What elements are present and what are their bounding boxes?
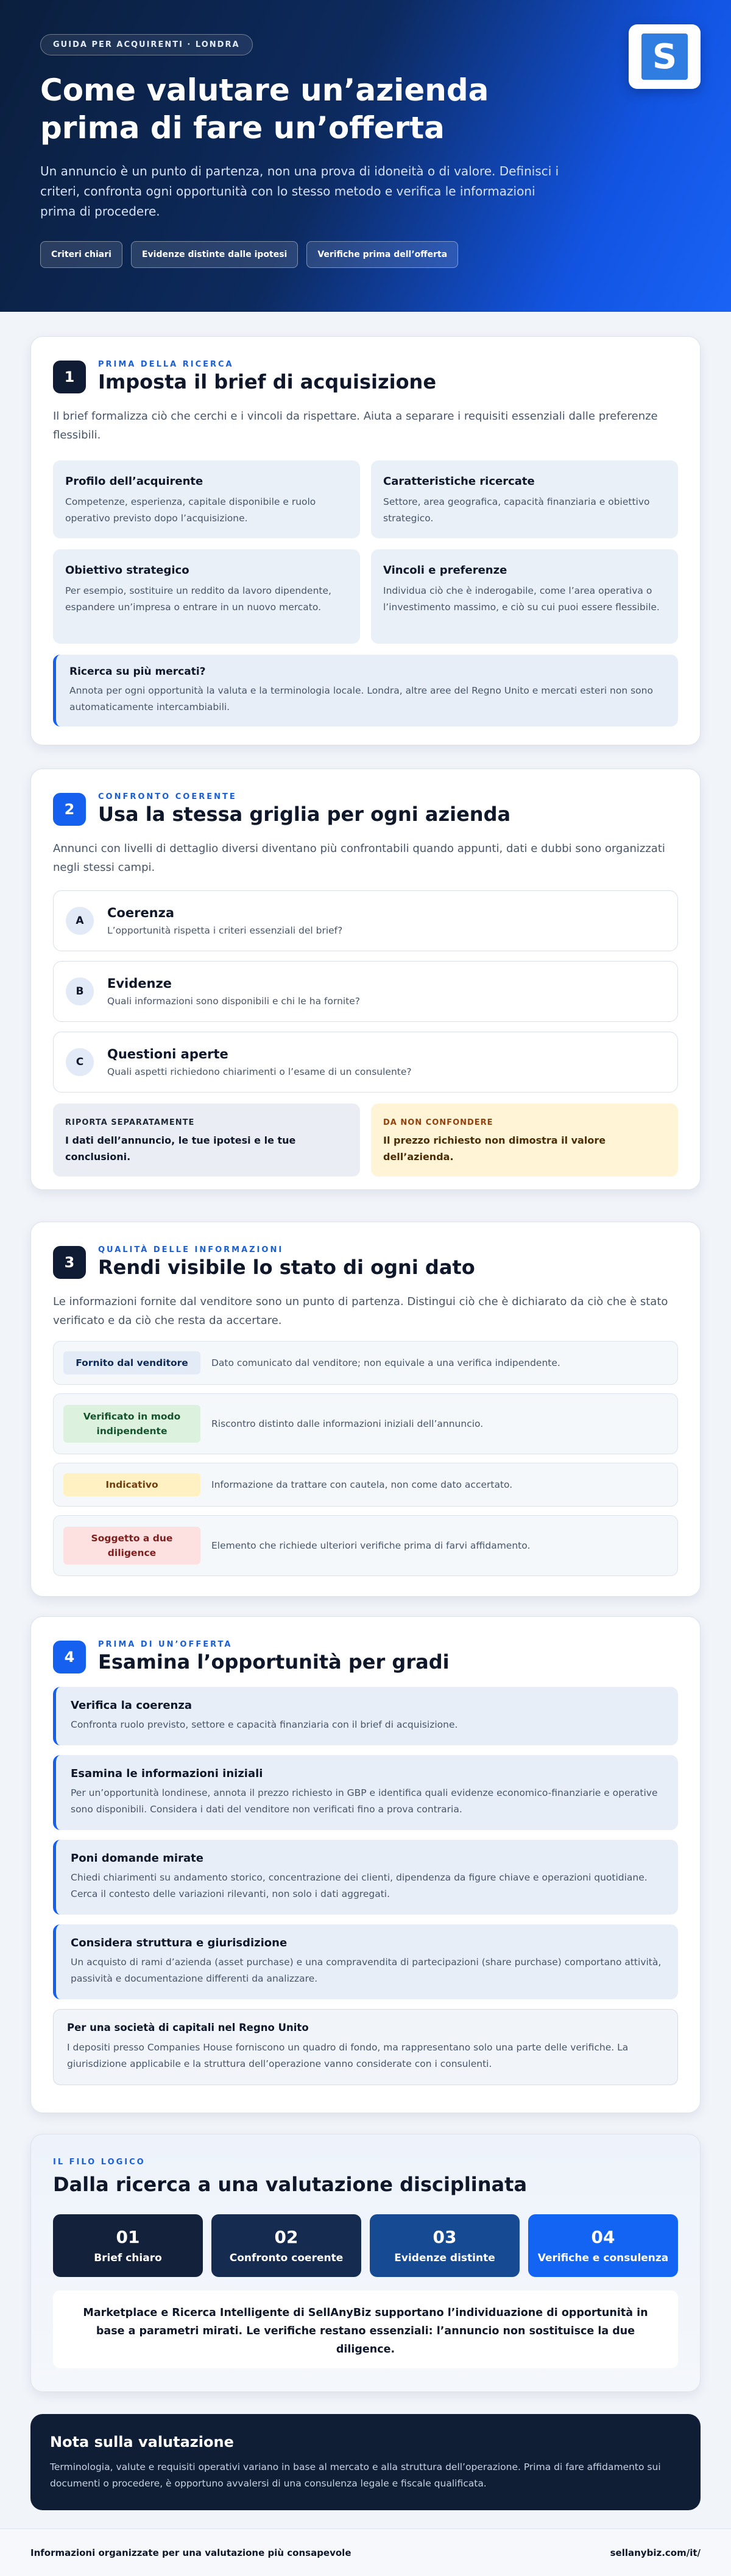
criteria-letter: A bbox=[66, 907, 94, 935]
footer-tagline: Informazioni organizzate per una valutazione più consapevole bbox=[30, 2547, 351, 2558]
section-header bbox=[53, 1245, 678, 1279]
criteria-row bbox=[53, 1032, 678, 1093]
step-text: Per un’opportunità londinese, annota il prezzo richiesto in GBP e identifica quali evidenze economico-finanziarie e operative sono disponibili. Considera i dati del venditore non verificati fino a prova contraria. bbox=[71, 1787, 658, 1815]
status-row bbox=[53, 1393, 678, 1454]
guide-badge: GUIDA PER ACQUIRENTI · LONDRA bbox=[40, 34, 253, 55]
stage-evidence bbox=[370, 2214, 520, 2277]
status-row bbox=[53, 1341, 678, 1385]
status-text: Informazione da trattare con cautela, non come dato accertato. bbox=[211, 1479, 513, 1490]
criteria-row bbox=[53, 890, 678, 951]
note-title: Nota sulla valutazione bbox=[50, 2433, 234, 2451]
comparison-notes bbox=[53, 1103, 678, 1177]
stage-number: 01 bbox=[116, 2227, 140, 2247]
section-header bbox=[53, 792, 678, 826]
box-text: Per esempio, sostituire un reddito da lavoro dipendente, espandere un’impresa o entrare in un nuovo mercato. bbox=[65, 585, 331, 613]
section-eyebrow: IL FILO LOGICO bbox=[53, 2158, 146, 2167]
box-title: Obiettivo strategico bbox=[65, 564, 189, 577]
section-stepwise-review bbox=[30, 1616, 701, 2113]
step-text: Confronta ruolo previsto, settore e capacità finanziaria con il brief di acquisizione. bbox=[71, 1719, 458, 1730]
stage-checks bbox=[528, 2214, 678, 2277]
box-text: Individua ciò che è inderogabile, come l’area operativa o l’investimento massimo, e ciò su cui puoi essere flessibile. bbox=[383, 585, 660, 613]
step-title: Poni domande mirate bbox=[71, 1852, 203, 1865]
section-number: 2 bbox=[53, 793, 86, 826]
stage-label: Confronto coerente bbox=[229, 2252, 344, 2264]
section-intro: Il brief formalizza ciò che cerchi e i vincoli da rispettare. Aiuta a separare i requisiti essenziali dalle preferenze flessibili. bbox=[53, 410, 658, 442]
callout-title: Ricerca su più mercati? bbox=[69, 666, 206, 678]
stage-label: Brief chiaro bbox=[94, 2252, 162, 2264]
section-header bbox=[53, 360, 678, 393]
section-number: 1 bbox=[53, 361, 86, 393]
note-text: Il prezzo richiesto non dimostra il valore dell’azienda. bbox=[383, 1135, 606, 1163]
valuation-note bbox=[30, 2414, 701, 2510]
criteria-letter: C bbox=[66, 1048, 94, 1076]
closing-statement: Marketplace e Ricerca Intelligente di SellAnyBiz supportano l’individuazione di opportunità in base a parametri mirati. Le verifiche restano essenziali: l’annuncio non sostituisce la due diligence. bbox=[53, 2290, 678, 2368]
section-intro: Annunci con livelli di dettaglio diversi diventano più confrontabili quando appunti, dati e dubbi sono organizzati negli stessi campi. bbox=[53, 842, 665, 874]
review-step bbox=[53, 1840, 678, 1915]
separate-note bbox=[53, 1103, 360, 1177]
stage-comparison bbox=[211, 2214, 361, 2277]
section-eyebrow: CONFRONTO COERENTE bbox=[98, 792, 237, 801]
section-eyebrow: PRIMA DI UN’OFFERTA bbox=[98, 1640, 233, 1649]
brief-box bbox=[53, 460, 360, 538]
stage-label: Verifiche e consulenza bbox=[537, 2252, 669, 2264]
pill-checks: Verifiche prima dell’offerta bbox=[306, 241, 458, 268]
section-eyebrow: QUALITÀ DELLE INFORMAZIONI bbox=[98, 1245, 284, 1255]
status-tag-indicative: Indicativo bbox=[63, 1473, 200, 1496]
box-text: Competenze, esperienza, capitale disponibile e ruolo operativo previsto dopo l’acquisizione. bbox=[65, 496, 316, 524]
box-text: Settore, area geografica, capacità finanziaria e obiettivo strategico. bbox=[383, 496, 650, 524]
section-eyebrow: PRIMA DELLA RICERCA bbox=[98, 360, 234, 369]
note-label: RIPORTA SEPARATAMENTE bbox=[65, 1118, 195, 1127]
stage-label: Evidenze distinte bbox=[394, 2252, 495, 2264]
criteria-title: Questioni aperte bbox=[107, 1047, 228, 1061]
step-title: Esamina le informazioni iniziali bbox=[71, 1767, 263, 1780]
warning-note bbox=[371, 1103, 678, 1177]
stage-number: 02 bbox=[274, 2227, 298, 2247]
section-intro: Le informazioni fornite dal venditore sono un punto di partenza. Distingui ciò che è dichiarato da ciò che è stato verificato e da ciò che resta da accertare. bbox=[53, 1295, 668, 1327]
status-text: Riscontro distinto dalle informazioni iniziali dell’annuncio. bbox=[211, 1418, 484, 1429]
stage-brief bbox=[53, 2214, 203, 2277]
step-title: Verifica la coerenza bbox=[71, 1699, 192, 1712]
status-text: Dato comunicato dal venditore; non equivale a una verifica indipendente. bbox=[211, 1357, 560, 1368]
status-tag-seller: Fornito dal venditore bbox=[63, 1351, 200, 1374]
status-text: Elemento che richiede ulteriori verifiche prima di farvi affidamento. bbox=[211, 1540, 531, 1551]
hero-pills bbox=[40, 241, 691, 268]
section-number: 4 bbox=[53, 1641, 86, 1673]
note-label: DA NON CONFONDERE bbox=[383, 1118, 493, 1127]
box-title: Profilo dell’acquirente bbox=[65, 475, 203, 488]
note-text: Terminologia, valute e requisiti operativi variano in base al mercato e alla struttura dell’operazione. Prima di fare affidamento sui documenti o procedere, è opportuno avvalersi di una consulenza legale e fiscale qualificata. bbox=[50, 2462, 661, 2489]
review-step bbox=[53, 1924, 678, 1999]
pill-evidence: Evidenze distinte dalle ipotesi bbox=[131, 241, 298, 268]
section-acquisition-brief bbox=[30, 336, 701, 745]
criteria-row bbox=[53, 961, 678, 1022]
page-title: Come valutare un’azienda prima di fare un’offerta bbox=[40, 72, 489, 146]
criteria-text: Quali aspetti richiedono chiarimenti o l’esame di un consulente? bbox=[107, 1066, 412, 1077]
callout-text: Annota per ogni opportunità la valuta e la terminologia locale. Londra, altre aree del Regno Unito e mercati esteri non sono automaticamente intercambiabili. bbox=[69, 685, 653, 713]
criteria-title: Coerenza bbox=[107, 906, 175, 920]
brief-grid bbox=[53, 460, 678, 644]
review-step bbox=[53, 1687, 678, 1745]
uk-company-note bbox=[53, 2009, 678, 2085]
status-row bbox=[53, 1463, 678, 1507]
brief-box bbox=[371, 549, 678, 644]
section-information-quality bbox=[30, 1222, 701, 1597]
stage-number: 04 bbox=[591, 2227, 615, 2247]
status-tag-due-diligence: Soggetto a due diligence bbox=[63, 1527, 200, 1564]
step-text: Chiedi chiarimenti su andamento storico, concentrazione dei clienti, dipendenza da figure chiave e operazioni quotidiane. Cerca il contesto delle variazioni rilevanti, non solo i dati aggregati. bbox=[71, 1872, 648, 1899]
box-title: Vincoli e preferenze bbox=[383, 564, 507, 577]
step-text: Un acquisto di rami d’azienda (asset purchase) e una compravendita di partecipazioni (share purchase) comportano attività, passività e documentazione differenti da analizzare. bbox=[71, 1957, 662, 1984]
uk-note-text: I depositi presso Companies House forniscono un quadro di fondo, ma rappresentano solo una parte delle verifiche. La giurisdizione applicabile e la struttura dell’operazione vanno considerate con i consulenti. bbox=[67, 2042, 629, 2069]
step-title: Considera struttura e giurisdizione bbox=[71, 1937, 288, 1949]
criteria-text: Quali informazioni sono disponibili e chi le ha fornite? bbox=[107, 996, 361, 1007]
stage-number: 03 bbox=[433, 2227, 457, 2247]
stage-row bbox=[53, 2214, 678, 2277]
criteria-title: Evidenze bbox=[107, 976, 172, 991]
sellanybiz-logo[interactable] bbox=[629, 24, 701, 89]
brief-box bbox=[53, 549, 360, 644]
status-row bbox=[53, 1515, 678, 1576]
note-text: I dati dell’annuncio, le tue ipotesi e le tue conclusioni. bbox=[65, 1135, 296, 1163]
hero-subtitle: Un annuncio è un punto di partenza, non una prova di idoneità o di valore. Definisci i criteri, confronta ogni opportunità con lo stesso metodo e verifica le informazioni prima di procedere. bbox=[40, 164, 559, 219]
section-title: Usa la stessa griglia per ogni azienda bbox=[98, 803, 511, 826]
section-title: Imposta il brief di acquisizione bbox=[98, 370, 437, 393]
section-title: Dalla ricerca a una valutazione disciplinata bbox=[53, 2173, 528, 2196]
review-step bbox=[53, 1755, 678, 1830]
logo-letter: S bbox=[641, 33, 688, 80]
status-tag-verified: Verificato in modo indipendente bbox=[63, 1405, 200, 1443]
uk-note-title: Per una società di capitali nel Regno Unito bbox=[67, 2022, 309, 2033]
section-consistent-comparison bbox=[30, 769, 701, 1190]
box-title: Caratteristiche ricercate bbox=[383, 475, 535, 488]
hero-banner bbox=[0, 0, 731, 312]
criteria-letter: B bbox=[66, 977, 94, 1005]
section-title: Rendi visibile lo stato di ogni dato bbox=[98, 1256, 475, 1279]
section-number: 3 bbox=[53, 1246, 86, 1279]
multi-market-callout bbox=[53, 655, 678, 727]
footer-site-link[interactable]: sellanybiz.com/it/ bbox=[610, 2547, 701, 2558]
section-title: Esamina l’opportunità per gradi bbox=[98, 1650, 450, 1673]
brief-box bbox=[371, 460, 678, 538]
criteria-text: L’opportunità rispetta i criteri essenziali del brief? bbox=[107, 925, 343, 936]
section-logic-thread bbox=[30, 2134, 701, 2392]
pill-clear-criteria: Criteri chiari bbox=[40, 241, 122, 268]
footer bbox=[0, 2528, 731, 2576]
section-header bbox=[53, 1640, 678, 1673]
